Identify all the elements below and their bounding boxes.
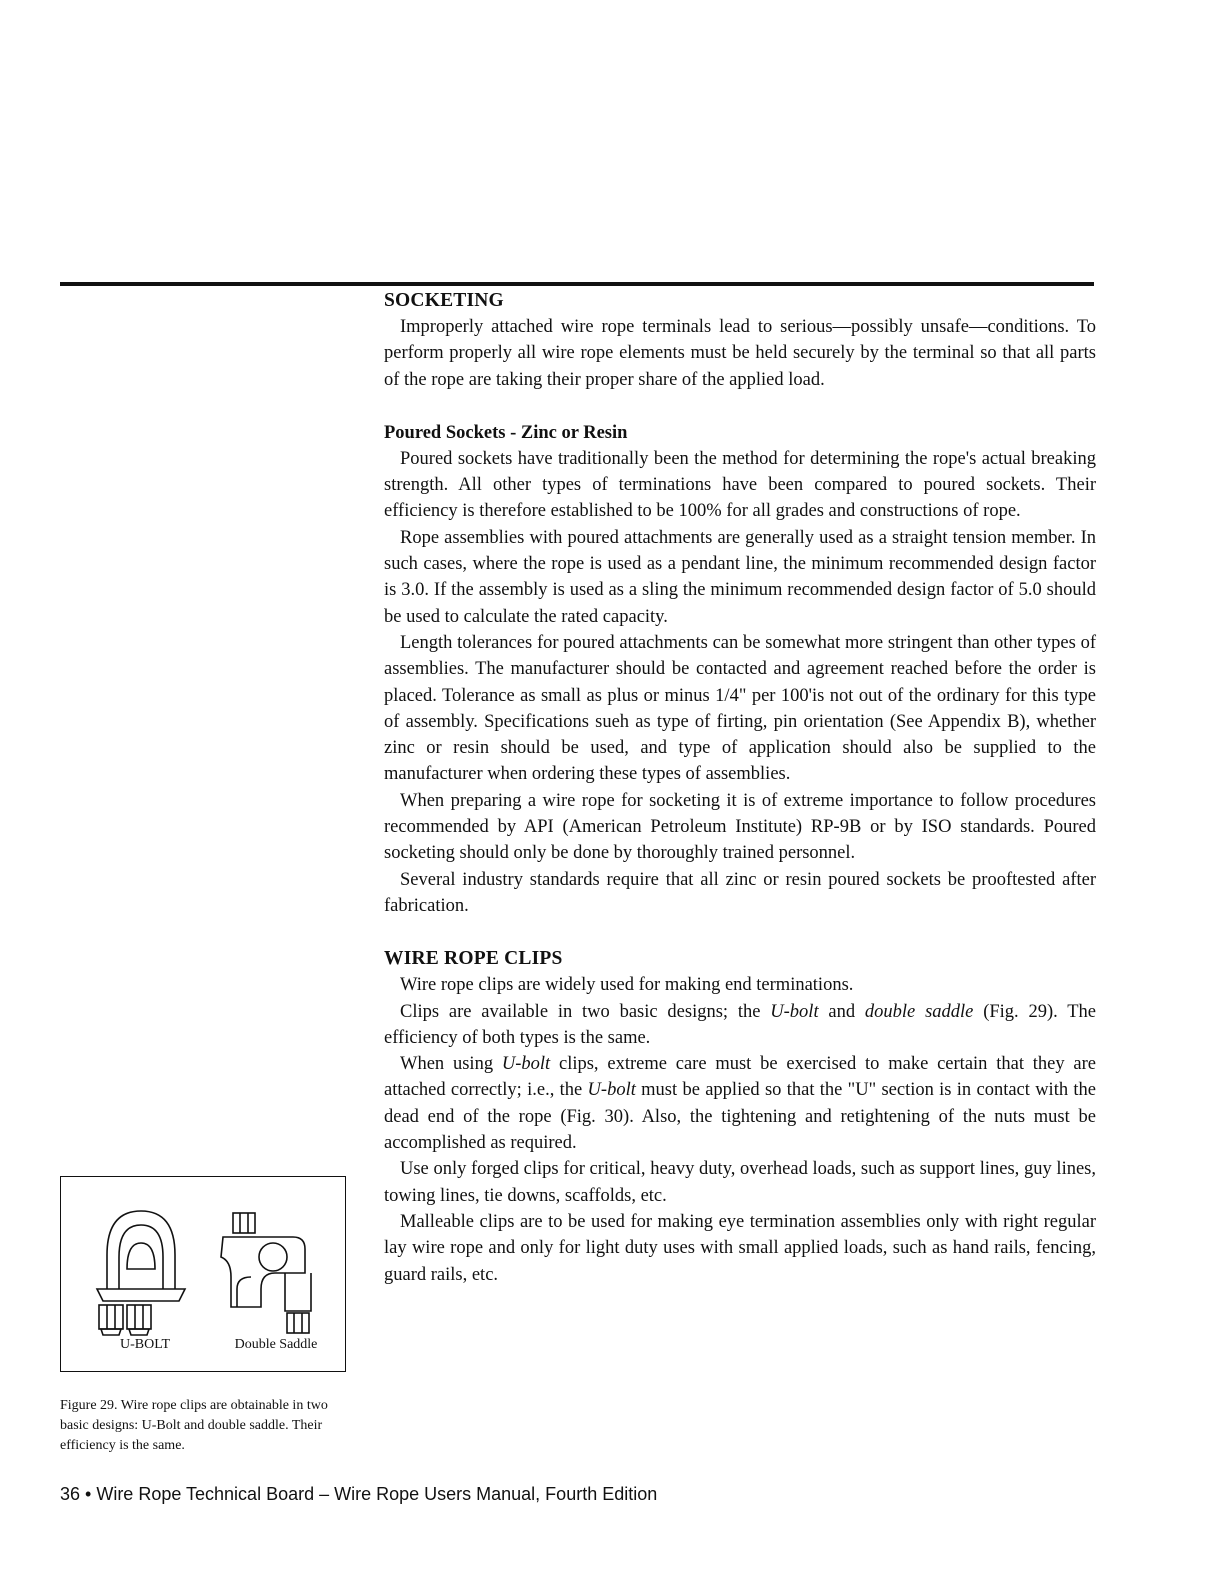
poured-paragraph-4: When preparing a wire rope for socketing it is of extreme importance to follow procedures recommended by API (American Petroleum Institute) RP-9B or by ISO standards. Poured socketing should only be done by thoroughly trained personnel.: [384, 790, 1096, 864]
clips-paragraph-4: Use only forged clips for critical, heavy duty, overhead loads, such as support lines, guy lines, towing lines, tie downs, scaffolds, etc.: [384, 1159, 1096, 1206]
clips-paragraph-3: When using U-bolt clips, extreme care must be exercised to make certain that they are attached correctly; i.e., the U-bolt must be applied so that the "U" section is in contact with the dead end of the rope (Fig. 30). Also, the tightening and retightening of the nuts must be accomplished as required.: [384, 1054, 1097, 1154]
page-footer: 36 • Wire Rope Technical Board – Wire Rope Users Manual, Fourth Edition: [60, 1484, 658, 1504]
poured-paragraph-1: Poured sockets have traditionally been the method for determining the rope's actual breaking strength. All other types of terminations have been compared to poured sockets. Their efficiency is therefore established to be 100% for all grades and constructions of rope.: [384, 448, 1096, 522]
clips-paragraph-2: Clips are available in two basic designs; the U-bolt and double saddle (Fig. 29). The efficiency of both types is the same.: [384, 1001, 1096, 1048]
poured-paragraph-5: Several industry standards require that all zinc or resin poured sockets be prooftested after fabrication.: [384, 869, 1096, 916]
u-bolt-clip-drawing: [97, 1211, 185, 1335]
poured-paragraph-3: Length tolerances for poured attachments can be somewhat more stringent than other types of assemblies. The manufacturer should be contacted and agreement reached before the order is placed. Tolerance as small as plus or minus 1/4" per 100'is not out of the ordinary for this type of assembly. Specifications sueh as type of firting, pin orientation (See Appendix B), whether zinc or resin should be used, and type of application should also be supplied to the manufacturer when ordering these types of assemblies.: [384, 632, 1096, 785]
heading-wire-rope-clips: WIRE ROPE CLIPS: [384, 948, 563, 970]
heading-poured-sockets: Poured Sockets - Zinc or Resin: [384, 422, 628, 443]
label-double-saddle: Double Saddle: [234, 1337, 318, 1352]
clips-paragraph-1: Wire rope clips are widely used for making end terminations.: [400, 975, 854, 996]
figure-29-box: [60, 1176, 346, 1372]
socketing-paragraph: Improperly attached wire rope terminals lead to serious—possibly unsafe—conditions. To perform properly all wire rope elements must be held securely by the terminal so that all parts of the rope are taking their proper share of the applied load.: [384, 317, 1096, 390]
double-saddle-clip-drawing: [221, 1213, 311, 1333]
figure-caption: Figure 29. Wire rope clips are obtainable in two basic designs: U-Bolt and double saddle. Their efficiency is the same.: [60, 1398, 328, 1453]
top-rule: [60, 282, 1094, 286]
label-u-bolt: U-BOLT: [119, 1337, 171, 1352]
poured-paragraph-2: Rope assemblies with poured attachments are generally used as a straight tension member. In such cases, where the rope is used as a pendant line, the minimum recommended design factor is 3.0. If the assembly is used as a sling the minimum recommended design factor of 5.0 should be used to calculate the rated capacity.: [384, 527, 1096, 627]
heading-socketing: SOCKETING: [384, 290, 504, 311]
clips-paragraph-5: Malleable clips are to be used for making eye termination assemblies only with right regular lay wire rope and only for light duty uses with small applied loads, such as hand rails, fencing, guard rails, etc.: [384, 1211, 1096, 1285]
main-column: [384, 288, 1096, 1288]
